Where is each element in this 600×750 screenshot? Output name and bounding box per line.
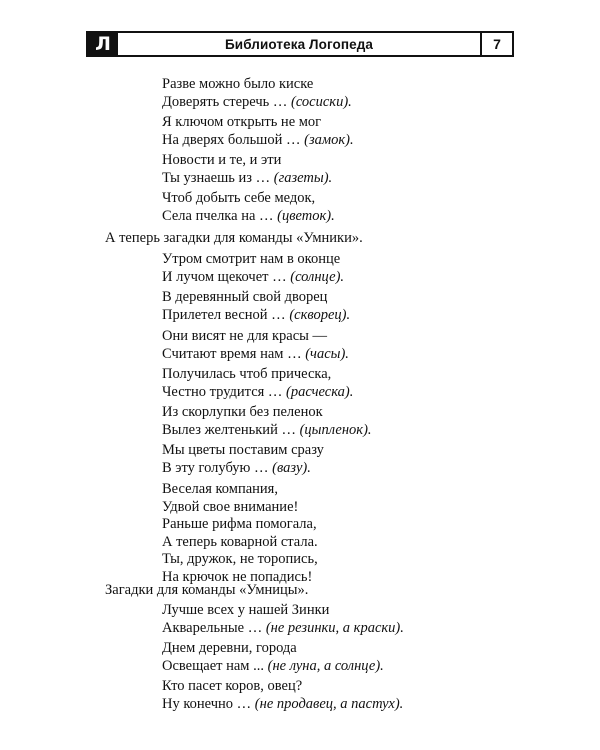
riddle-line: Днем деревни, города bbox=[162, 640, 297, 656]
riddle-answer: (цыпленок). bbox=[299, 421, 372, 438]
riddle-line: Из скорлупки без пеленок bbox=[162, 404, 323, 420]
riddle-last-line bbox=[162, 346, 349, 364]
section-intro: Загадки для команды «Умницы». bbox=[105, 582, 309, 598]
riddle-last-line bbox=[162, 658, 384, 676]
riddle-last-line bbox=[162, 132, 354, 150]
poem-line: Ты, дружок, не торопись, bbox=[162, 551, 318, 567]
riddle-stanza bbox=[162, 289, 350, 324]
riddle-stanza bbox=[162, 602, 404, 637]
riddle-text: Прилетел весной … bbox=[162, 306, 290, 323]
page-header bbox=[86, 31, 514, 57]
riddle-last-line bbox=[162, 208, 335, 226]
riddle-stanza bbox=[162, 640, 384, 675]
riddle-text: Ты узнаешь из … bbox=[162, 169, 274, 186]
riddle-line: В деревянный свой дворец bbox=[162, 289, 328, 305]
riddle-text: Вылез желтенький … bbox=[162, 421, 300, 438]
section-intro: А теперь загадки для команды «Умники». bbox=[105, 230, 363, 246]
riddle-answer: (расческа). bbox=[286, 383, 354, 400]
riddle-last-line bbox=[162, 307, 350, 325]
riddle-last-line bbox=[162, 696, 403, 714]
riddle-line: Я ключом открыть не мог bbox=[162, 114, 322, 130]
riddle-answer: (не резинки, а краски). bbox=[265, 619, 404, 636]
riddle-answer: (часы). bbox=[305, 345, 349, 362]
riddle-last-line bbox=[162, 94, 352, 112]
poem-line: На крючок не попадись! bbox=[162, 568, 313, 585]
riddle-stanza bbox=[162, 152, 332, 187]
warning-poem bbox=[162, 481, 318, 586]
riddle-text: И лучом щекочет … bbox=[162, 268, 291, 285]
riddle-answer: (не луна, а солнце). bbox=[267, 657, 384, 674]
riddle-answer: (сосиски). bbox=[291, 93, 352, 110]
riddle-answer: (газеты). bbox=[273, 169, 333, 186]
riddle-text: Ну конечно … bbox=[162, 695, 255, 712]
header-title: Библиотека Логопеда bbox=[225, 36, 373, 52]
riddle-line: Утром смотрит нам в оконце bbox=[162, 251, 341, 267]
riddle-answer: (не продавец, а пастух). bbox=[254, 695, 404, 712]
riddle-line: Новости и те, и эти bbox=[162, 152, 282, 168]
riddle-stanza bbox=[162, 190, 335, 225]
poem-line: Раньше рифма помогала, bbox=[162, 516, 317, 532]
riddle-line: Мы цветы поставим сразу bbox=[162, 442, 324, 458]
riddle-answer: (солнце). bbox=[290, 268, 345, 285]
riddle-line: Лучше всех у нашей Зинки bbox=[162, 602, 330, 618]
riddle-last-line bbox=[162, 269, 344, 287]
riddle-last-line bbox=[162, 422, 372, 440]
riddle-line: Получилась чтоб прическа, bbox=[162, 366, 332, 382]
riddle-line: Разве можно было киске bbox=[162, 76, 314, 92]
riddle-stanza bbox=[162, 404, 372, 439]
riddle-text: Считают время нам … bbox=[162, 345, 306, 362]
library-logo: Л bbox=[88, 33, 118, 55]
riddle-stanza bbox=[162, 366, 353, 401]
riddle-last-line bbox=[162, 460, 324, 478]
riddle-stanza bbox=[162, 678, 403, 713]
riddle-line: Чтоб добыть себе медок, bbox=[162, 190, 316, 206]
riddle-text: Честно трудится … bbox=[162, 383, 287, 400]
riddle-last-line bbox=[162, 384, 353, 402]
poem-line: Удвой свое внимание! bbox=[162, 498, 299, 515]
riddle-line: Кто пасет коров, овец? bbox=[162, 678, 303, 694]
poem-line: А теперь коварной стала. bbox=[162, 533, 318, 550]
riddle-stanza bbox=[162, 114, 354, 149]
riddle-text: Освещает нам ... bbox=[162, 657, 268, 674]
riddle-text: Акварельные … bbox=[162, 619, 266, 636]
riddle-text: На дверях большой … bbox=[162, 131, 305, 148]
riddle-line: Они висят не для красы — bbox=[162, 328, 328, 344]
poem-line: Веселая компания, bbox=[162, 481, 278, 497]
riddle-last-line bbox=[162, 170, 332, 188]
riddle-text: В эту голубую … bbox=[162, 459, 273, 476]
riddle-answer: (скворец). bbox=[289, 306, 351, 323]
riddle-stanza bbox=[162, 251, 344, 286]
riddle-stanza bbox=[162, 442, 324, 477]
riddle-stanza bbox=[162, 76, 352, 111]
riddle-last-line bbox=[162, 620, 404, 638]
riddle-answer: (цветок). bbox=[277, 207, 335, 224]
riddle-text: Села пчелка на … bbox=[162, 207, 278, 224]
riddle-stanza bbox=[162, 328, 349, 363]
riddle-answer: (вазу). bbox=[272, 459, 311, 476]
riddle-answer: (замок). bbox=[304, 131, 354, 148]
riddle-text: Доверять стеречь … bbox=[162, 93, 292, 110]
page-number: 7 bbox=[480, 33, 512, 55]
